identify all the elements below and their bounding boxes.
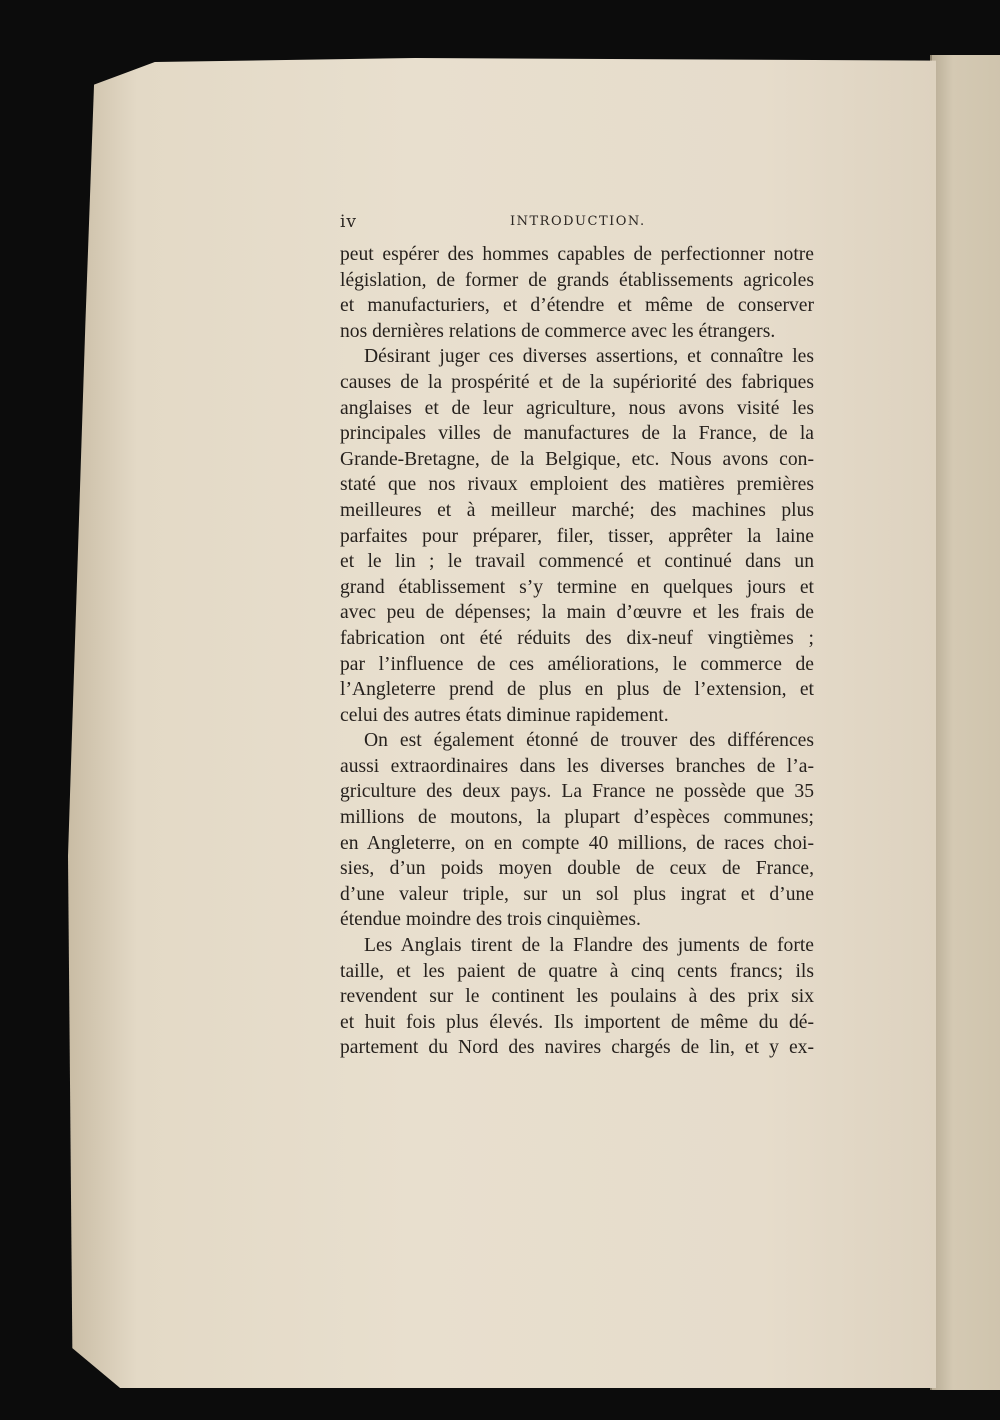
text-line: millions de moutons, la plupart d’espèces communes; bbox=[340, 807, 814, 829]
text-line: meilleures et à meilleur marché; des machines plus bbox=[340, 499, 814, 521]
text-line: Désirant juger ces diverses assertions, et connaître les bbox=[364, 346, 814, 368]
text-line: staté que nos rivaux emploient des matières premières bbox=[340, 474, 814, 496]
text-line: Les Anglais tirent de la Flandre des juments de forte bbox=[364, 935, 814, 957]
page-number: iv bbox=[340, 212, 358, 232]
text-line: avec peu de dépenses; la main d’œuvre et les frais de bbox=[340, 602, 814, 624]
text-line: parfaites pour préparer, filer, tisser, apprêter la laine bbox=[340, 525, 814, 547]
text-line: législation, de former de grands établissements agricoles bbox=[340, 269, 814, 291]
running-header bbox=[340, 212, 814, 238]
text-line: par l’influence de ces améliorations, le commerce de bbox=[340, 653, 814, 675]
text-line: et le lin ; le travail commencé et continué dans un bbox=[340, 551, 814, 573]
text-line: d’une valeur triple, sur un sol plus ingrat et d’une bbox=[340, 883, 814, 905]
text-line: et manufacturiers, et d’étendre et même de conserver bbox=[340, 295, 814, 317]
text-line: anglaises et de leur agriculture, nous avons visité les bbox=[340, 397, 814, 419]
text-line: peut espérer des hommes capables de perfectionner notre bbox=[340, 244, 814, 265]
text-line: causes de la prospérité et de la supériorité des fabriques bbox=[340, 371, 814, 393]
running-title: INTRODUCTION. bbox=[510, 214, 646, 229]
text-line: en Angleterre, on en compte 40 millions, de races choi- bbox=[340, 832, 814, 854]
text-line: partement du Nord des navires chargés de lin, et y ex- bbox=[340, 1037, 814, 1059]
text-line: revendent sur le continent les poulains à des prix six bbox=[340, 986, 814, 1008]
text-line: On est également étonné de trouver des différences bbox=[364, 730, 814, 752]
text-line: celui des autres états diminue rapidement. bbox=[340, 704, 669, 726]
text-line: aussi extraordinaires dans les diverses branches de l’a- bbox=[340, 755, 814, 777]
body-text bbox=[340, 242, 814, 1061]
text-line: fabrication ont été réduits des dix-neuf vingtièmes ; bbox=[340, 627, 814, 649]
text-line: l’Angleterre prend de plus en plus de l’extension, et bbox=[340, 679, 814, 701]
text-line: nos dernières relations de commerce avec les étrangers. bbox=[340, 320, 776, 342]
text-line: principales villes de manufactures de la France, de la bbox=[340, 423, 814, 445]
text-line: Grande-Bretagne, de la Belgique, etc. Nous avons con- bbox=[340, 448, 814, 470]
text-line: et huit fois plus élevés. Ils importent de même du dé- bbox=[340, 1011, 814, 1033]
text-line: grand établissement s’y termine en quelques jours et bbox=[340, 576, 814, 598]
text-line: griculture des deux pays. La France ne possède que 35 bbox=[340, 781, 814, 803]
text-line: sies, d’un poids moyen double de ceux de France, bbox=[340, 858, 814, 880]
facing-page-edge bbox=[930, 55, 1000, 1390]
text-line: taille, et les paient de quatre à cinq cents francs; ils bbox=[340, 960, 814, 982]
text-line: étendue moindre des trois cinquièmes. bbox=[340, 909, 641, 931]
